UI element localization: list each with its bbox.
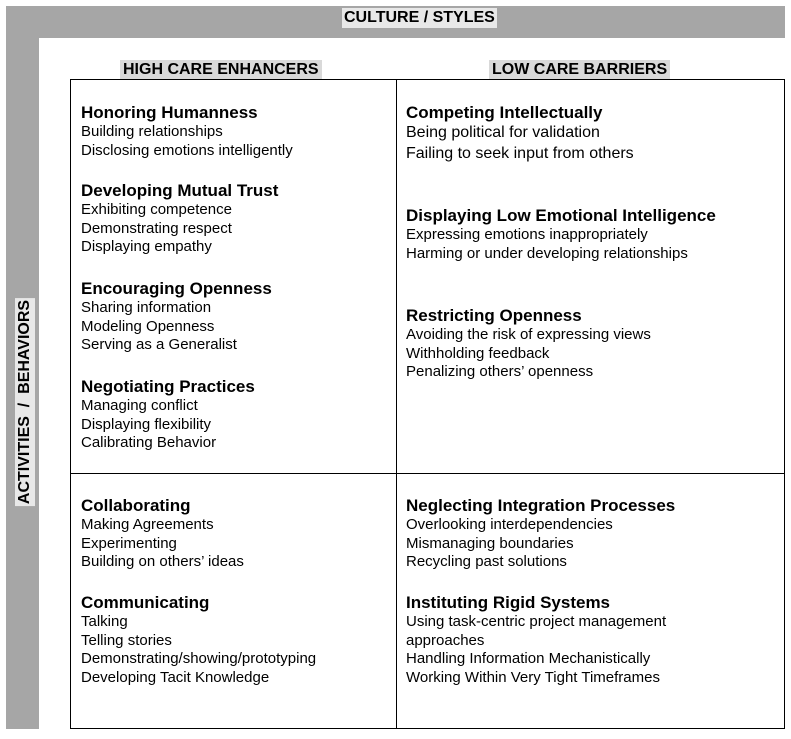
activities-behaviors-label: ACTIVITIES / BEHAVIORS (16, 299, 33, 505)
list-item: Handling Information Mechanistically (406, 650, 651, 668)
group-restricting-openness (406, 306, 726, 382)
list-item: Sharing information (81, 299, 212, 316)
group-title: Developing Mutual Trust (81, 181, 279, 200)
group-title: Negotiating Practices (81, 377, 255, 396)
list-item: Building on others’ ideas (81, 553, 244, 571)
high-care-enhancers-header: HIGH CARE ENHANCERS (120, 60, 322, 79)
group-title: Encouraging Openness (81, 279, 272, 298)
group-title: Neglecting Integration Processes (406, 496, 676, 515)
group-title: Restricting Openness (406, 306, 582, 325)
list-item: Using task-centric project management approaches (406, 613, 667, 649)
list-item: Modeling Openness (81, 317, 215, 335)
horizontal-divider (71, 473, 784, 474)
group-communicating (81, 593, 401, 688)
culture-styles-label: CULTURE / STYLES (344, 9, 495, 26)
list-item: Making Agreements (81, 516, 214, 533)
list-item: Recycling past solutions (406, 553, 567, 571)
list-item: Withholding feedback (406, 344, 550, 362)
list-item: Serving as a Generalist (81, 336, 237, 354)
list-item: Overlooking interdependencies (406, 516, 613, 533)
group-title: Competing Intellectually (406, 103, 603, 122)
list-item: Avoiding the risk of expressing views (406, 326, 651, 343)
group-honoring-humanness (81, 103, 401, 160)
list-item: Displaying empathy (81, 238, 212, 256)
list-item: Expressing emotions inappropriately (406, 226, 648, 243)
group-encouraging-openness (81, 279, 401, 355)
list-item: Demonstrating respect (81, 219, 232, 237)
group-collaborating (81, 496, 401, 572)
low-care-barriers-header: LOW CARE BARRIERS (489, 60, 670, 79)
list-item: Managing conflict (81, 397, 198, 414)
group-neglecting-integration-processes (406, 496, 726, 572)
group-displaying-low-emotional-intelligence (406, 206, 726, 263)
list-item: Building relationships (81, 123, 223, 140)
list-item: Being political for validation (406, 124, 600, 141)
matrix-grid (70, 79, 785, 729)
group-negotiating-practices (81, 377, 401, 453)
group-title: Communicating (81, 593, 210, 612)
list-item: Exhibiting competence (81, 201, 232, 218)
list-item: Calibrating Behavior (81, 434, 217, 452)
list-item: Experimenting (81, 534, 177, 552)
list-item: Failing to seek input from others (406, 144, 634, 162)
group-competing-intellectually (406, 103, 726, 164)
list-item: Mismanaging boundaries (406, 534, 574, 552)
group-title: Displaying Low Emotional Intelligence (406, 206, 716, 225)
list-item: Working Within Very Tight Timeframes (406, 669, 660, 687)
group-instituting-rigid-systems (406, 593, 726, 688)
list-item: Telling stories (81, 631, 172, 649)
group-developing-mutual-trust (81, 181, 401, 257)
list-item: Demonstrating/showing/prototyping (81, 650, 317, 668)
list-item: Talking (81, 613, 128, 630)
list-item: Displaying flexibility (81, 415, 212, 433)
group-title: Honoring Humanness (81, 103, 258, 122)
list-item: Penalizing others’ openness (406, 363, 594, 381)
group-title: Collaborating (81, 496, 191, 515)
list-item: Harming or under developing relationships (406, 244, 688, 262)
list-item: Developing Tacit Knowledge (81, 669, 270, 687)
list-item: Disclosing emotions intelligently (81, 141, 293, 159)
group-title: Instituting Rigid Systems (406, 593, 611, 612)
side-label-container (12, 284, 38, 520)
